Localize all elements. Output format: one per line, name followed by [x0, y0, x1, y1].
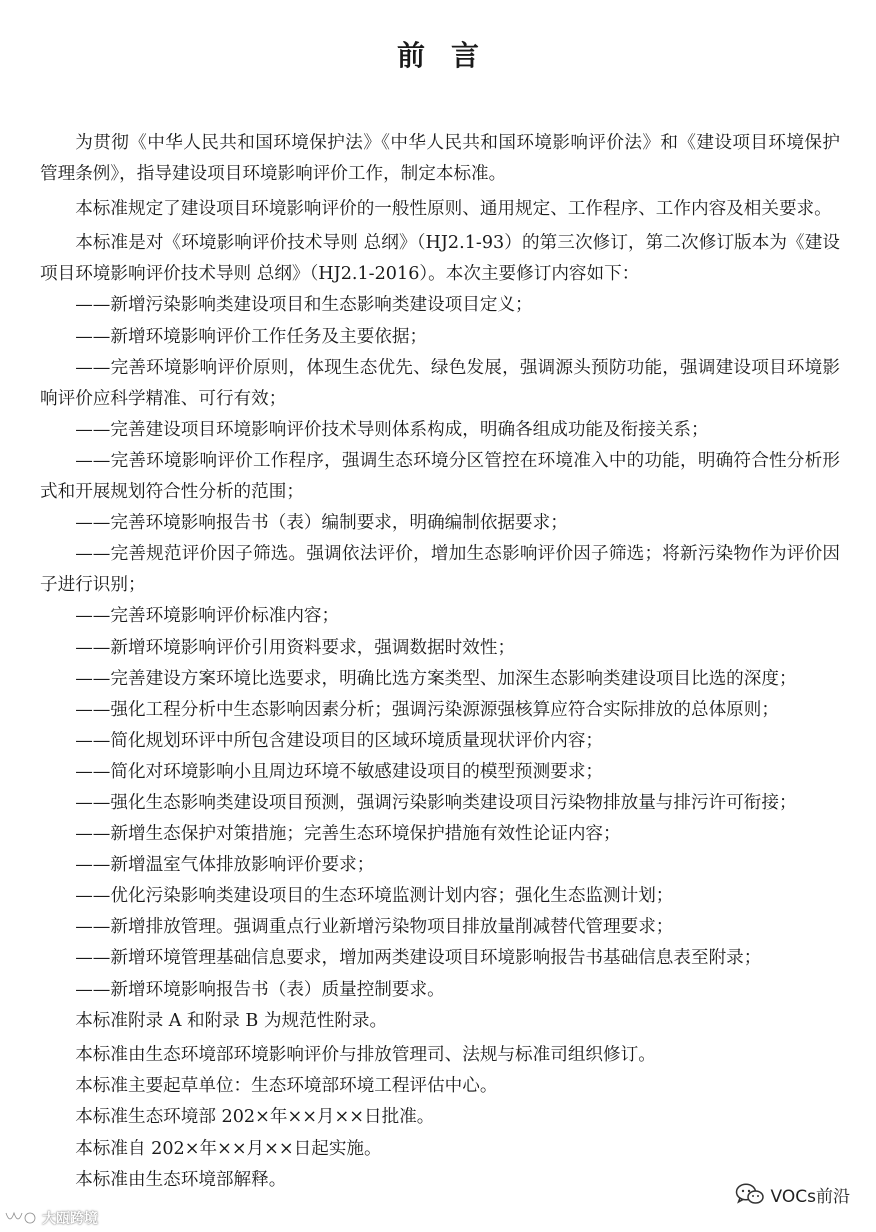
list-item: ——新增环境影响评价工作任务及主要依据；	[75, 326, 428, 347]
list-item: ——完善建设项目环境影响评价技术导则体系构成，明确各组成功能及衔接关系；	[75, 419, 709, 440]
watermark-source-text: 大瓯跨境	[42, 1211, 98, 1227]
list-item: ——强化工程分析中生态影响因素分析；强调污染源源强核算应符合实际排放的总体原则；	[75, 699, 779, 720]
list-item: ——新增污染影响类建设项目和生态影响类建设项目定义；	[75, 295, 533, 316]
list-item: ——新增环境影响报告书（表）质量控制要求。	[75, 979, 445, 1000]
list-item: ——完善规范评价因子筛选。强调依法评价，增加生态影响评价因子筛选；将新污染物作为评价因子进行识别；	[40, 544, 840, 596]
list-item: ——新增环境影响评价引用资料要求，强调数据时效性；	[75, 637, 516, 658]
list-item: ——新增生态保护对策措施；完善生态环境保护措施有效性论证内容；	[75, 824, 621, 845]
list-item: ——新增排放管理。强调重点行业新增污染物项目排放量削减替代管理要求；	[75, 917, 674, 938]
wechat-icon	[735, 1182, 765, 1206]
list-item: ——简化规划环评中所包含建设项目的区域环境质量现状评价内容；	[75, 730, 604, 751]
list-item: ——新增环境管理基础信息要求，增加两类建设项目环境影响报告书基础信息表至附录；	[75, 948, 762, 969]
document-body	[40, 128, 840, 1196]
page-title: 前言	[396, 39, 505, 72]
watermark-source	[4, 1207, 98, 1229]
paragraph: 本标准附录 A 和附录 B 为规范性附录。	[75, 1010, 388, 1031]
list-item: ——强化生态影响类建设项目预测，强调污染影响类建设项目污染物排放量与排污许可衔接；	[75, 792, 797, 813]
list-item: ——完善环境影响报告书（表）编制要求，明确编制依据要求；	[75, 513, 568, 534]
watermark-account	[735, 1179, 850, 1209]
list-item: ——完善建设方案环境比选要求，明确比选方案类型、加深生态影响类建设项目比选的深度；	[75, 668, 797, 689]
paragraph: 本标准自 202×年××月××日起实施。	[75, 1138, 382, 1159]
list-item: ——完善环境影响评价工作程序，强调生态环境分区管控在环境准入中的功能，明确符合性分析形式和开展规划符合性分析的范围；	[40, 450, 840, 503]
list-item: ——新增温室气体排放影响评价要求；	[75, 855, 375, 876]
paragraph: 本标准由生态环境部解释。	[75, 1169, 287, 1190]
list-item: ——简化对环境影响小且周边环境不敏感建设项目的模型预测要求；	[75, 761, 604, 782]
watermark-account-name: VOCs前沿	[770, 1186, 850, 1207]
wechat-channel-icon	[4, 1209, 38, 1227]
list-item: ——优化污染影响类建设项目的生态环境监测计划内容；强化生态监测计划；	[75, 886, 674, 907]
paragraph: 本标准生态环境部 202×年××月××日批准。	[75, 1107, 435, 1128]
paragraph: 本标准是对《环境影响评价技术导则 总纲》（HJ2.1-93）的第三次修订，第二次修订版本为《建设项目环境影响评价技术导则 总纲》（HJ2.1-2016）。本次主要修订内容如下：	[40, 233, 840, 285]
paragraph: 本标准由生态环境部环境影响评价与排放管理司、法规与标准司组织修订。	[75, 1045, 656, 1066]
list-item: ——完善环境影响评价标准内容；	[75, 606, 340, 627]
paragraph: 本标准主要起草单位：生态环境部环境工程评估中心。	[75, 1076, 498, 1097]
paragraph: 本标准规定了建设项目环境影响评价的一般性原则、通用规定、工作程序、工作内容及相关要求。	[75, 198, 832, 219]
list-item: ——完善环境影响评价原则，体现生态优先、绿色发展，强调源头预防功能，强调建设项目环境影响评价应科学精准、可行有效；	[40, 357, 840, 409]
paragraph: 为贯彻《中华人民共和国环境保护法》《中华人民共和国环境影响评价法》和《建设项目环境保护管理条例》，指导建设项目环境影响评价工作，制定本标准。	[40, 133, 840, 185]
